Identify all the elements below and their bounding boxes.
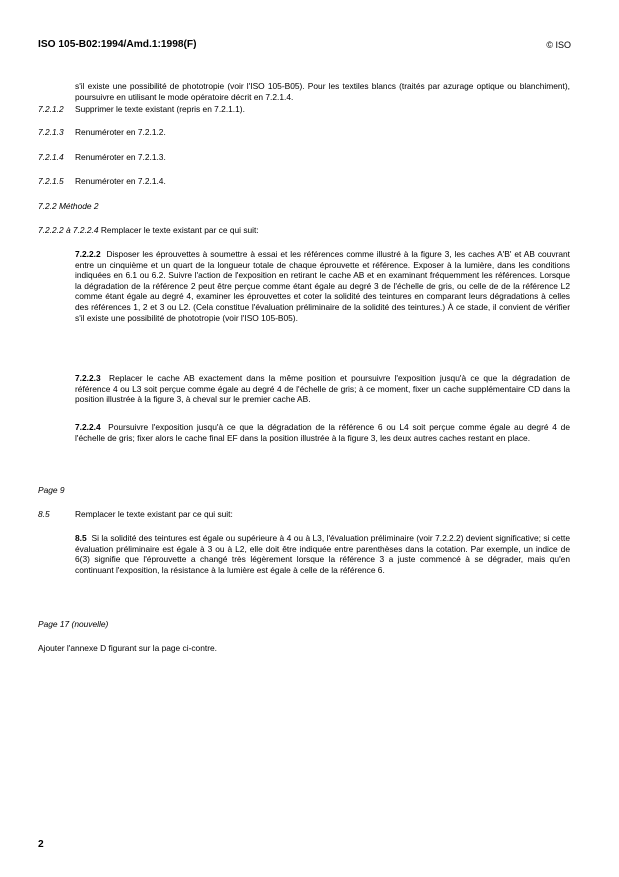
intro-paragraph: s'il existe une possibilité de phototropie (voir l'ISO 105-B05). Pour les textiles blancs (traités par azurage optique ou blanchiment), poursuivre en utilisant le mode opératoire décrit en 7.2.1.4. [75,81,570,102]
section-number: 8.5 [38,509,50,519]
page-17-label: Page 17 (nouvelle) [38,619,109,629]
annex-instruction: Ajouter l'annexe D figurant sur la page ci-contre. [38,643,217,653]
section-8-5-instruction [38,509,233,520]
item-text: Renuméroter en 7.2.1.3. [75,152,166,162]
block-8-5 [75,533,570,575]
block-text: Si la solidité des teintures est égale ou supérieure à 4 ou à L3, l'évaluation préliminaire (voir 7.2.2.2) devient significative; si cette évaluation préliminaire est égale à 3 ou à L2, elle doit être indiquée entre parenthèses dans la cotation. Par exemple, un indice de 6(3) signifie que l'éprouvette a changé très légèrement lorsque la référence 3 a juste commencé à se dégrader, mais qu'en continuant l'exposition, la résistance à la lumière est égale à celle de la référence 6. [75,533,571,575]
replace-ref: 7.2.2.2 à 7.2.2.4 [38,225,99,235]
item-number: 7.2.1.3 [38,127,64,137]
item-number: 7.2.1.4 [38,152,64,162]
document-id: ISO 105-B02:1994/Amd.1:1998(F) [38,39,197,50]
item-text: Renuméroter en 7.2.1.2. [75,127,166,137]
block-number: 7.2.2.4 [75,422,101,432]
item-7-2-1-3 [38,127,166,138]
block-text: Poursuivre l'exposition jusqu'à ce que la dégradation de la référence 6 ou L4 soit perçue comme égale au degré 4 de l'échelle de gris; fixer alors le cache final EF dans la position illustrée à la figure 3, les deux autres caches restant en place. [75,422,571,443]
item-text: Supprimer le texte existant (repris en 7.2.1.1). [75,104,245,114]
block-number: 7.2.2.2 [75,249,101,259]
item-number: 7.2.1.2 [38,104,64,114]
methode-2-heading: 7.2.2 Méthode 2 [38,201,99,211]
block-text: Replacer le cache AB exactement dans la même position et poursuivre l'exposition jusqu'à ce que la dégradation de référence 4 ou L3 soit perçue comme égale au degré 4 de l'échelle de gris; à ce moment, fixer un cache supplémentaire CD dans la position illustrée à la figure 3, à cheval sur le premier cache AB. [75,373,571,405]
item-7-2-1-2 [38,104,245,115]
replace-instruction [38,225,259,236]
item-text: Renuméroter en 7.2.1.4. [75,176,166,186]
block-number: 8.5 [75,533,87,543]
block-number: 7.2.2.3 [75,373,101,383]
item-number: 7.2.1.5 [38,176,64,186]
copyright-notice: © ISO [546,40,571,50]
block-7-2-2-4 [75,422,570,443]
page-9-label: Page 9 [38,485,65,495]
block-7-2-2-3 [75,373,570,405]
block-7-2-2-2 [75,249,570,323]
item-7-2-1-5 [38,176,166,187]
section-replace-text: Remplacer le texte existant par ce qui suit: [75,509,233,519]
replace-text: Remplacer le texte existant par ce qui suit: [100,225,259,235]
block-text: Disposer les éprouvettes à soumettre à essai et les références comme illustré à la figure 3, les caches A'B' et AB couvrant entre un cinquième et un quart de la longueur totale de chaque éprouvette et référence. Exposer à la lumière, dans les conditions indiquées en 6.1 ou 6.2. Suivre l'action de l'exposition en retirant le cache AB et en examinant fréquemment les références. Lorsque la dégradation de la référence 2 peut être perçue comme étant égale au degré 3 de l'échelle de gris, ou celle de de la référence L2 comme étant égale au degré 4, examiner les éprouvettes et coter la solidité des teintures en comparant leurs dégradations à celles des références 1, 2 et 3 ou L2. (Cela constitue l'évaluation préliminaire de la solidité des teintures.) À ce stade, il convient de vérifier s'il existe une possibilité de phototropie (voir l'ISO 105-B05). [75,249,570,323]
page-number: 2 [38,839,44,850]
item-7-2-1-4 [38,152,166,163]
